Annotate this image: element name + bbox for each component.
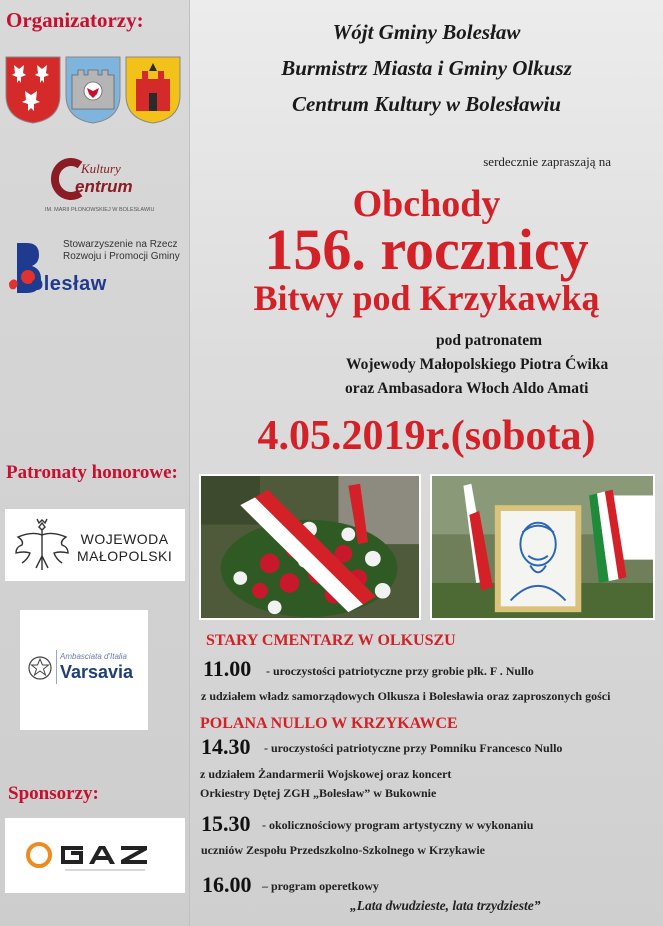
organizer-line-1: Wójt Gminy Bolesław: [332, 20, 521, 44]
program-desc-4b: „Lata dwudzieste, lata trzydzieste”: [350, 898, 541, 913]
ambasciata-divider: [56, 650, 57, 684]
wreath-photo: [199, 474, 421, 620]
program-desc-3b: uczniów Zespołu Przedszkolno-Szkolnego w Krzykawie: [201, 843, 485, 857]
patronage-line-2: Wojewody Małopolskiego Piotra Ćwika: [346, 356, 609, 373]
wojewoda-line2: MAŁOPOLSKI: [77, 548, 173, 564]
sponsors-label: Sponsorzy:: [8, 783, 99, 804]
crest-castle-eagle-icon: [64, 55, 122, 125]
program-desc-3: - okolicznościowy program artystyczny w wykonaniu: [262, 818, 534, 832]
time-1100: 11.00: [203, 656, 252, 681]
gaz-system-logo: [25, 840, 165, 876]
ambasciata-small-text: Ambasciata d'Italia: [60, 652, 127, 661]
program-desc-2: - uroczystości patriotyczne przy Pomniku Francesco Nullo: [264, 741, 563, 755]
sidebar: [0, 0, 190, 926]
organizers-label: Organizatorzy:: [6, 8, 144, 32]
crest-red-tower-icon: [124, 55, 182, 125]
program-desc-2b: z udziałem Żandarmerii Wojskowej oraz koncert: [200, 767, 452, 781]
ambasciata-logo-box: [20, 610, 148, 730]
title-line-1: Obchody: [352, 183, 501, 225]
event-date: 4.05.2019r.(sobota): [257, 413, 596, 459]
time-1530: 15.30: [201, 811, 251, 836]
ambasciata-city: Varsavia: [60, 662, 134, 682]
polish-eagle-icon: [13, 515, 71, 575]
centrum-word: entrum: [75, 177, 133, 196]
location-stary-cmentarz: STARY CMENTARZ W OLKUSZU: [206, 632, 456, 649]
wojewoda-line1: WOJEWODA: [80, 531, 169, 547]
stowarzyszenie-logo: [5, 233, 185, 303]
time-1600: 16.00: [202, 872, 252, 897]
organizer-line-3: Centrum Kultury w Bolesławiu: [291, 92, 561, 116]
stowarzyszenie-text: Stowarzyszenie na Rzecz Rozwoju i Promocji Gminy: [63, 239, 180, 262]
wojewoda-logo-box: [5, 509, 185, 581]
title-line-3: Bitwy pod Krzykawką: [253, 278, 600, 318]
italian-emblem-icon: [26, 652, 54, 684]
location-polana-nullo: POLANA NULLO W KRZYKAWCE: [200, 715, 458, 732]
centrum-subtitle: IM. MARII PŁONOWSKIEJ W BOLESŁAWIU: [45, 207, 155, 213]
patronage-line-1: pod patronatem: [436, 332, 543, 349]
crest-eagles-icon: [4, 55, 62, 125]
program-desc-1b: z udziałem władz samorządowych Olkusza i Bolesławia oraz zaproszonych gości: [201, 689, 611, 703]
program-desc-4: – program operetkowy: [262, 879, 379, 893]
sponsor-logo-box: [5, 818, 185, 893]
organizer-line-2: Burmistrz Miasta i Gminy Olkusz: [281, 56, 572, 80]
patronage-label: Patronaty honorowe:: [6, 462, 178, 483]
centrum-kultury-text: Kultury: [81, 161, 121, 176]
stowarzyszenie-name: olesław: [31, 273, 107, 295]
time-1430: 14.30: [201, 734, 251, 759]
title-line-2: 156. rocznicy: [264, 217, 589, 282]
invite-text: serdecznie zapraszają na: [483, 154, 611, 169]
portrait-photo: [430, 474, 655, 620]
patronage-line-3: oraz Ambasadora Włoch Aldo Amati: [345, 380, 589, 397]
program-desc-1: - uroczystości patriotyczne przy grobie płk. F . Nullo: [266, 664, 534, 678]
centrum-kultury-logo: [45, 155, 155, 217]
program-desc-2c: Orkiestry Dętej ZGH „Bolesław” w Bukownie: [200, 786, 437, 800]
